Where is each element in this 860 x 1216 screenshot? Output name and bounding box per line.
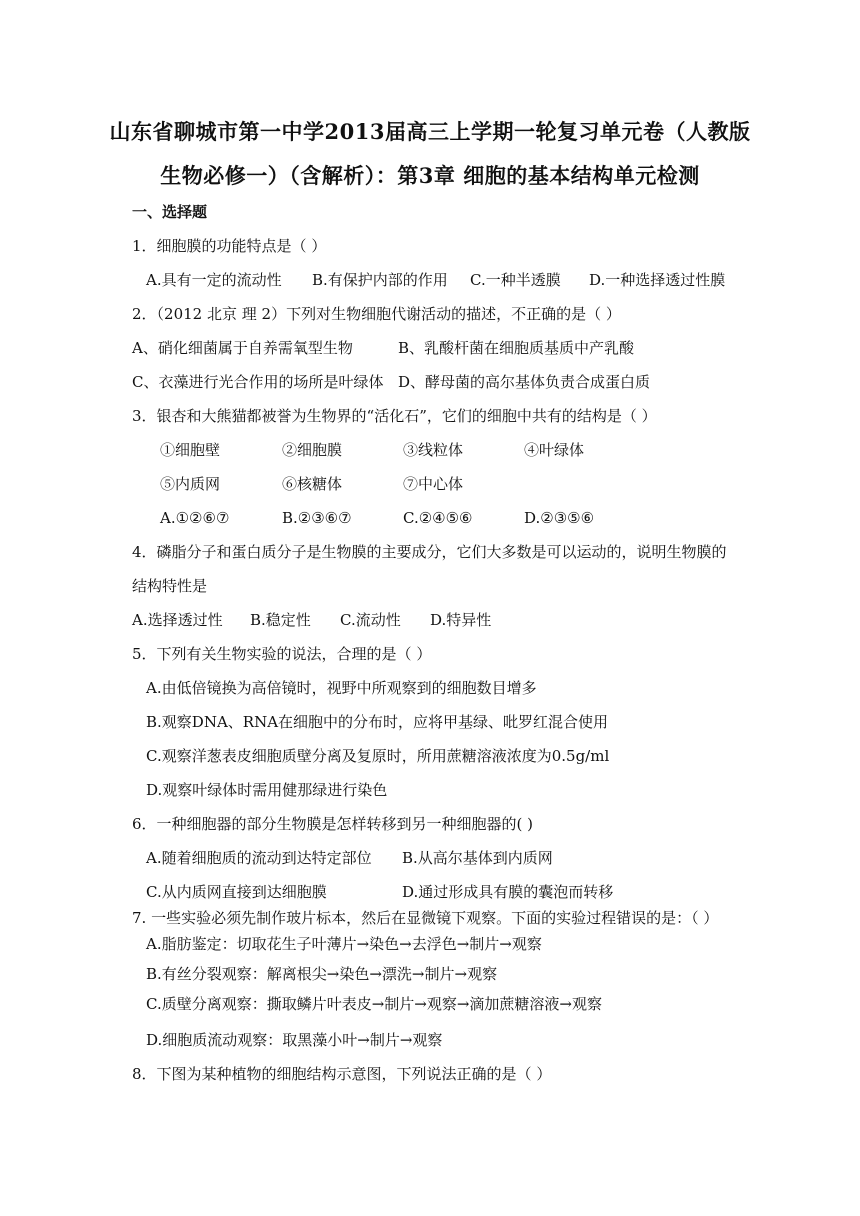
q7-option-b: B.有丝分裂观察：解离根尖→染色→漂洗→制片→观察: [146, 965, 498, 983]
q2-stem: 2．（2012 北京 理 2）下列对生物细胞代谢活动的描述，不正确的是（ ）: [132, 305, 621, 323]
q2-option-c: C、衣藻进行光合作用的场所是叶绿体: [132, 373, 384, 391]
q4-option-c: C.流动性: [340, 611, 401, 629]
q3-option-a: A.①②⑥⑦: [160, 509, 230, 527]
q5-stem: 5．下列有关生物实验的说法，合理的是（ ）: [132, 645, 432, 663]
q2-option-a: A、硝化细菌属于自养需氧型生物: [132, 339, 353, 357]
q3-item-5: ⑤内质网: [160, 475, 221, 493]
q3-option-b: B.②③⑥⑦: [282, 509, 352, 527]
q7-option-d: D.细胞质流动观察：取黑藻小叶→制片→观察: [146, 1031, 443, 1049]
q1-option-a: A.具有一定的流动性: [146, 271, 282, 289]
q3-item-6: ⑥核糖体: [282, 475, 343, 493]
q2-option-b: B、乳酸杆菌在细胞质基质中产乳酸: [398, 339, 635, 357]
q3-item-1: ①细胞壁: [160, 441, 221, 459]
q5-option-a: A.由低倍镜换为高倍镜时，视野中所观察到的细胞数目增多: [146, 679, 537, 697]
q1-option-b: B.有保护内部的作用: [312, 271, 448, 289]
q3-item-3: ③线粒体: [403, 441, 464, 459]
q6-option-b: B.从高尔基体到内质网: [402, 849, 553, 867]
q2-option-d: D、酵母菌的高尔基体负责合成蛋白质: [398, 373, 651, 391]
title-line-1: 山东省聊城市第一中学2013届高三上学期一轮复习单元卷（人教版: [109, 119, 751, 144]
q4-option-d: D.特异性: [430, 611, 492, 629]
title-line-2: 生物必修一）（含解析）：第3章 细胞的基本结构单元检测: [160, 163, 700, 188]
q1-option-d: D.一种选择透过性膜: [589, 271, 726, 289]
q3-item-7: ⑦中心体: [403, 475, 464, 493]
q4-option-a: A.选择透过性: [132, 611, 223, 629]
q8-stem: 8．下图为某种植物的细胞结构示意图，下列说法正确的是（ ）: [132, 1065, 552, 1083]
q5-option-d: D.观察叶绿体时需用健那绿进行染色: [146, 781, 388, 799]
q3-option-d: D.②③⑤⑥: [524, 509, 595, 527]
q3-option-c: C.②④⑤⑥: [403, 509, 473, 527]
q4-option-b: B.稳定性: [250, 611, 311, 629]
q5-option-b: B.观察DNA、RNA在细胞中的分布时，应将甲基绿、吡罗红混合使用: [146, 713, 609, 731]
q3-item-4: ④叶绿体: [524, 441, 585, 459]
q1-option-c: C.一种半透膜: [470, 271, 561, 289]
q5-option-c: C.观察洋葱表皮细胞质壁分离及复原时，所用蔗糖溶液浓度为0.5g/ml: [146, 747, 610, 765]
q7-option-c: C.质壁分离观察：撕取鳞片叶表皮→制片→观察→滴加蔗糖溶液→观察: [146, 995, 602, 1013]
q1-stem: 1．细胞膜的功能特点是（ ）: [132, 237, 327, 255]
q4-stem-line-1: 4．磷脂分子和蛋白质分子是生物膜的主要成分，它们大多数是可以运动的，说明生物膜的: [132, 543, 727, 561]
q6-option-a: A.随着细胞质的流动到达特定部位: [146, 849, 372, 867]
section-heading: 一、选择题: [132, 203, 208, 221]
q4-stem-line-2: 结构特性是: [132, 577, 208, 595]
q6-option-c: C.从内质网直接到达细胞膜: [146, 883, 327, 901]
q7-option-a: A.脂肪鉴定：切取花生子叶薄片→染色→去浮色→制片→观察: [146, 935, 542, 953]
q3-item-2: ②细胞膜: [282, 441, 343, 459]
q7-stem: 7. 一些实验必须先制作玻片标本，然后在显微镜下观察。下面的实验过程错误的是：（ ）: [132, 909, 719, 927]
q6-stem: 6．一种细胞器的部分生物膜是怎样转移到另一种细胞器的( ): [132, 815, 534, 833]
q3-stem: 3．银杏和大熊猫都被誉为生物界的“活化石”，它们的细胞中共有的结构是（ ）: [132, 407, 657, 425]
q6-option-d: D.通过形成具有膜的囊泡而转移: [402, 883, 614, 901]
